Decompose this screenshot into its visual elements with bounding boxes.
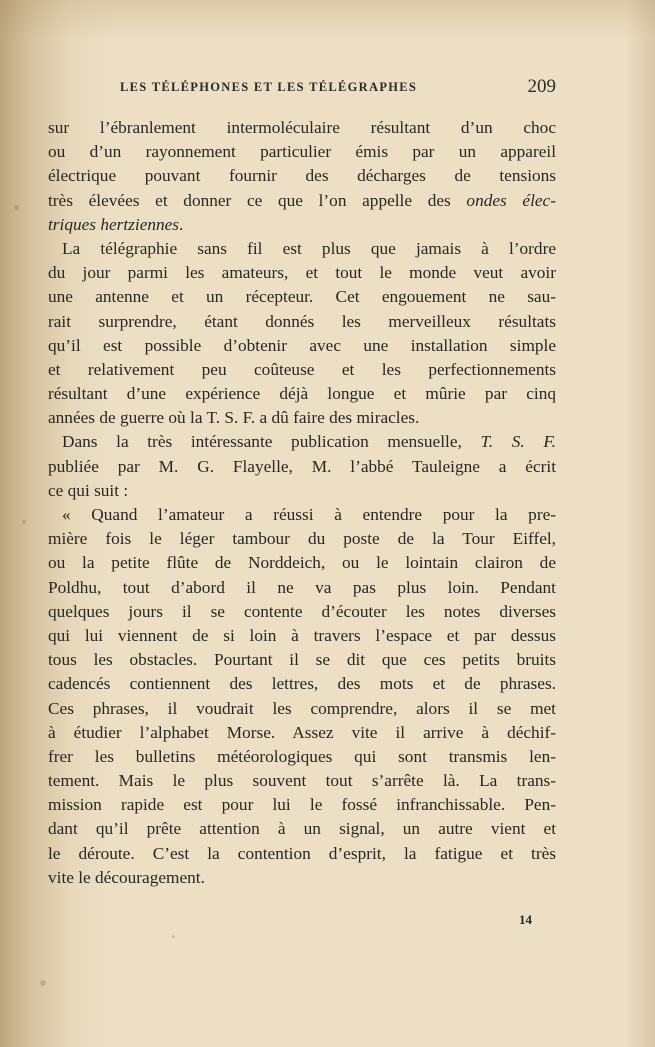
text-line: une antenne et un récepteur. Cet engouement ne sau- — [48, 287, 556, 307]
text-line: quelques jours il se contente d’écouter les notes diverses — [48, 601, 556, 621]
text-line: électrique pouvant fournir des décharges de tensions — [48, 166, 556, 186]
italic-phrase: T. S. F. — [480, 432, 556, 452]
text-line: ce qui suit : — [48, 480, 129, 500]
italic-phrase: triques hertziennes — [48, 214, 180, 234]
text-line: Poldhu, tout d’abord il ne va pas plus loin. Pendant — [48, 577, 556, 597]
text-line: le déroute. C’est la contention d’esprit, la fatigue et très — [48, 843, 556, 863]
text-line: ou d’un rayonnement particulier émis par un appareil — [48, 142, 556, 162]
text-line: très élevées et donner ce que l’on appelle des ondes élec- — [48, 190, 556, 210]
text-line: triques hertziennes. — [48, 214, 184, 234]
text-line: tement. Mais le plus souvent tout s’arrête là. La trans- — [48, 771, 556, 791]
text-line: Ces phrases, il voudrait les comprendre, alors il se met — [48, 698, 556, 718]
body-text — [48, 116, 556, 890]
paper-stain — [172, 935, 175, 938]
paper-stain — [22, 520, 26, 524]
text-line: La télégraphie sans fil est plus que jamais à l’ordre — [62, 238, 556, 258]
text-line: frer les bulletins météorologiques qui sont transmis len- — [48, 746, 556, 766]
text-line: rait surprendre, étant donnés les merveilleux résultats — [48, 311, 556, 331]
text-line: résultant d’une expérience déjà longue et mûrie par cinq — [48, 384, 556, 404]
text-line: vite le découragement. — [48, 867, 205, 887]
text-line: ou la petite flûte de Norddeich, ou le lointain clairon de — [48, 553, 556, 573]
text-line: publiée par M. G. Flayelle, M. l’abbé Tauleigne a écrit — [48, 456, 556, 476]
text-line: mière fois le léger tambour du poste de la Tour Eiffel, — [48, 529, 556, 549]
text-line: « Quand l’amateur a réussi à entendre pour la pre- — [62, 505, 556, 524]
text-line: années de guerre où la T. S. F. a dû faire des miracles. — [48, 408, 420, 428]
italic-phrase: ondes élec- — [466, 190, 556, 210]
paper-stain — [14, 205, 19, 210]
text-line: sur l’ébranlement intermoléculaire résultant d’un choc — [48, 118, 556, 137]
text-line: dant qu’il prête attention à un signal, un autre vient et — [48, 819, 556, 839]
text-line: tous les obstacles. Pourtant il se dit que ces petits bruits — [48, 650, 556, 670]
paper-stain — [40, 980, 46, 986]
text-line: qu’il est possible d’obtenir avec une installation simple — [48, 335, 556, 355]
text-line: du jour parmi les amateurs, et tout le monde veut avoir — [48, 263, 556, 283]
running-title: LES TÉLÉPHONES ET LES TÉLÉGRAPHES — [120, 80, 418, 94]
page-header — [120, 76, 560, 100]
text-line: cadencés contiennent des lettres, des mots et de phrases. — [48, 674, 556, 694]
text-line: qui lui viennent de si loin à travers l’espace et par dessus — [48, 625, 556, 645]
text-line: Dans la très intéressante publication mensuelle, T. S. F. — [62, 432, 556, 452]
text-line: à étudier l’alphabet Morse. Assez vite il arrive à déchif- — [48, 722, 556, 742]
signature-mark: 14 — [519, 912, 532, 927]
page-number: 209 — [527, 76, 556, 97]
text-line: et relativement peu coûteuse et les perfectionnements — [48, 359, 556, 379]
text-line: mission rapide est pour lui le fossé infranchissable. Pen- — [48, 795, 556, 815]
